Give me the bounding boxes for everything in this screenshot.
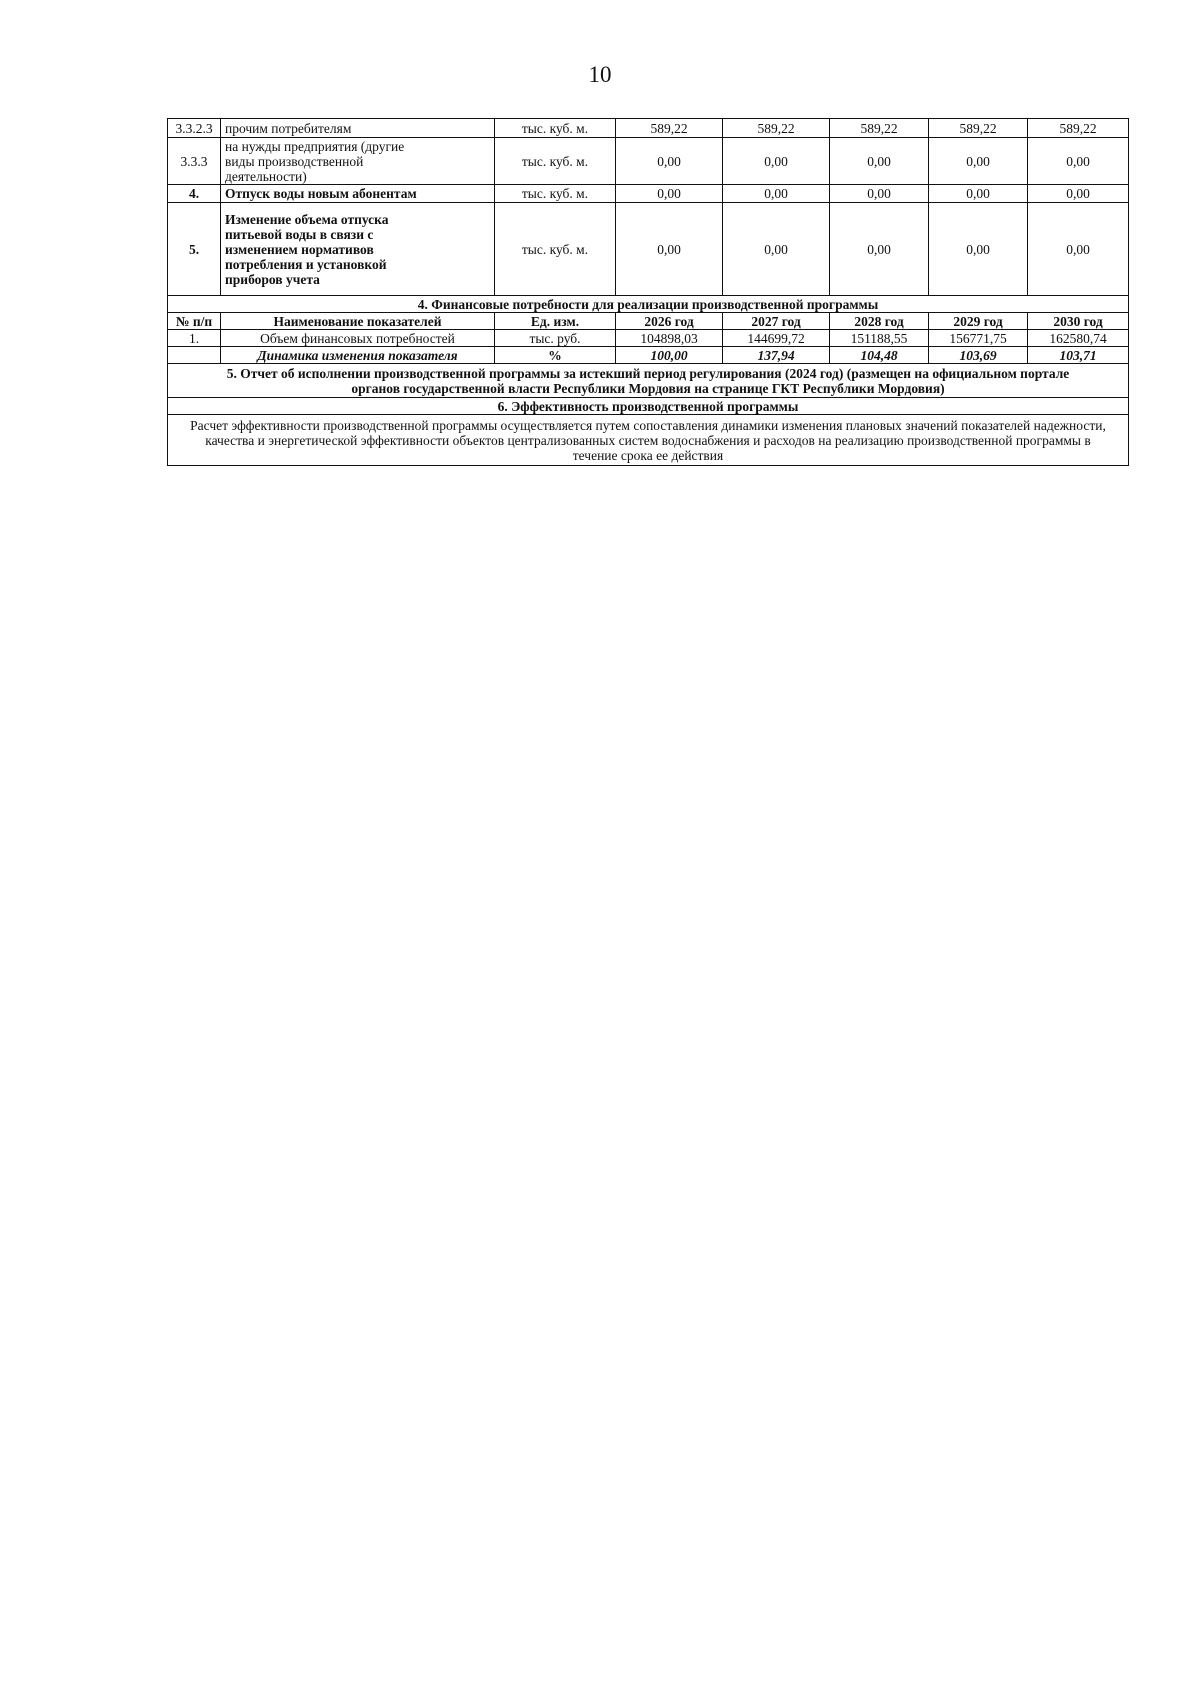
- header-year: 2028 год: [830, 313, 929, 330]
- row-value: 589,22: [929, 119, 1028, 138]
- row-number: 3.3.3: [168, 138, 221, 185]
- table-row: [168, 185, 1129, 203]
- row-value: 589,22: [1028, 119, 1129, 138]
- row-value: 0,00: [830, 185, 929, 203]
- row-value: 162580,74: [1028, 330, 1129, 347]
- row-value: 0,00: [830, 203, 929, 296]
- row-value: 0,00: [929, 203, 1028, 296]
- row-name: Изменение объема отпуска питьевой воды в связи с изменением нормативов потребления и установкой приборов учета: [221, 203, 495, 296]
- row-value: 589,22: [616, 119, 723, 138]
- header-number: № п/п: [168, 313, 221, 330]
- row-name: Объем финансовых потребностей: [221, 330, 495, 347]
- section-text-row: [168, 415, 1129, 466]
- row-name: на нужды предприятия (другие виды производственной деятельности): [221, 138, 495, 185]
- row-unit: тыс. куб. м.: [495, 138, 616, 185]
- row-unit: тыс. руб.: [495, 330, 616, 347]
- row-number: 5.: [168, 203, 221, 296]
- dynamics-value: 103,69: [929, 347, 1028, 364]
- table-row: [168, 119, 1129, 138]
- row-value: 0,00: [929, 138, 1028, 185]
- header-unit: Ед. изм.: [495, 313, 616, 330]
- row-value: 156771,75: [929, 330, 1028, 347]
- row-unit: тыс. куб. м.: [495, 203, 616, 296]
- row-value: 0,00: [616, 203, 723, 296]
- dynamics-name: Динамика изменения показателя: [221, 347, 495, 364]
- row-value: 0,00: [1028, 203, 1129, 296]
- section-6-title: 6. Эффективность производственной программы: [168, 398, 1129, 415]
- header-year: 2030 год: [1028, 313, 1129, 330]
- production-program-table: [167, 118, 1129, 466]
- dynamics-value: 137,94: [723, 347, 830, 364]
- dynamics-value: 100,00: [616, 347, 723, 364]
- dynamics-row: [168, 347, 1129, 364]
- row-value: 0,00: [1028, 185, 1129, 203]
- row-unit: тыс. куб. м.: [495, 185, 616, 203]
- row-value: 0,00: [1028, 138, 1129, 185]
- row-value: 0,00: [616, 185, 723, 203]
- section-4-title: 4. Финансовые потребности для реализации производственной программы: [168, 296, 1129, 313]
- section-header-row: [168, 398, 1129, 415]
- table-row: [168, 330, 1129, 347]
- header-name: Наименование показателей: [221, 313, 495, 330]
- dynamics-unit: %: [495, 347, 616, 364]
- row-number: 3.3.2.3: [168, 119, 221, 138]
- row-name: прочим потребителям: [221, 119, 495, 138]
- page-number: 10: [588, 62, 612, 87]
- row-value: 0,00: [723, 185, 830, 203]
- header-year: 2029 год: [929, 313, 1028, 330]
- row-value: 0,00: [723, 138, 830, 185]
- row-number-empty: [168, 347, 221, 364]
- row-number: 4.: [168, 185, 221, 203]
- row-value: 104898,03: [616, 330, 723, 347]
- row-value: 0,00: [616, 138, 723, 185]
- header-year: 2026 год: [616, 313, 723, 330]
- row-value: 589,22: [830, 119, 929, 138]
- row-value: 0,00: [723, 203, 830, 296]
- dynamics-value: 103,71: [1028, 347, 1129, 364]
- table-row: [168, 203, 1129, 296]
- section-5-title: 5. Отчет об исполнении производственной программы за истекший период регулирования (2024 год) (размещен на официальном портале органов государственной власти Республики Мордовия на странице ГКТ Республики Мордовия): [168, 364, 1129, 398]
- row-number: 1.: [168, 330, 221, 347]
- section-header-row: [168, 296, 1129, 313]
- section-header-row: [168, 364, 1129, 398]
- dynamics-value: 104,48: [830, 347, 929, 364]
- row-value: 144699,72: [723, 330, 830, 347]
- row-value: 0,00: [929, 185, 1028, 203]
- row-unit: тыс. куб. м.: [495, 119, 616, 138]
- header-year: 2027 год: [723, 313, 830, 330]
- row-name: Отпуск воды новым абонентам: [221, 185, 495, 203]
- row-value: 589,22: [723, 119, 830, 138]
- section-6-text: Расчет эффективности производственной программы осуществляется путем сопоставления динамики изменения плановых значений показателей надежности, качества и энергетической эффективности объектов централизованных систем водоснабжения и расходов на реализацию производственной программы в течение срока ее действия: [168, 415, 1129, 466]
- column-header-row: [168, 313, 1129, 330]
- row-value: 151188,55: [830, 330, 929, 347]
- row-value: 0,00: [830, 138, 929, 185]
- table-row: [168, 138, 1129, 185]
